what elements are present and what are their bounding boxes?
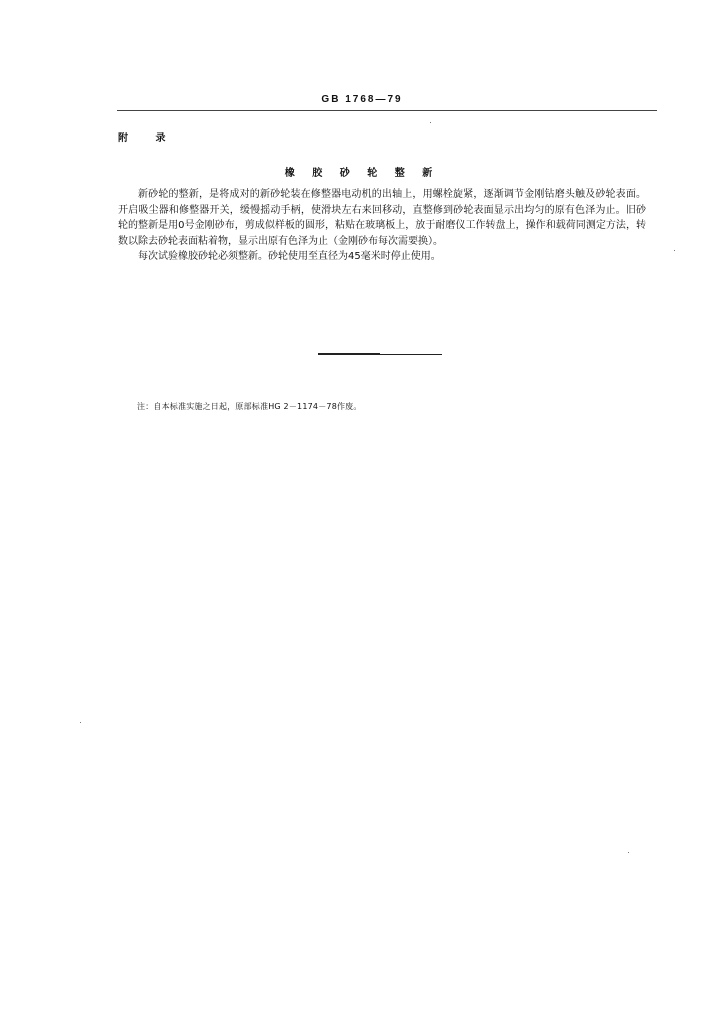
- end-of-text-rule: [318, 354, 442, 355]
- scan-speck: [80, 722, 81, 723]
- header-divider: [117, 110, 657, 111]
- paragraph-1: 新砂轮的整新，是将成对的新砂轮装在修整器电动机的出轴上，用螺栓旋紧，逐渐调节金刚钻磨头触及砂轮表面。开启吸尘器和修整器开关，缓慢摇动手柄，使滑块左右来回移动，直整修到砂轮表面显示出均匀的原有色泽为止。旧砂轮的整新是用0号金刚砂布，剪成似样板的圆形，粘贴在玻璃板上，放于耐磨仪工作转盘上，操作和载荷同测定方法，转数以除去砂轮表面粘着物，显示出原有色泽为止（金刚砂布每次需要换）。: [118, 189, 646, 247]
- paragraph-2: 每次试验橡胶砂轮必须整新。砂轮使用至直径为45毫米时停止使用。: [138, 251, 441, 262]
- scan-speck: [674, 250, 675, 251]
- footnote: 注：自本标准实施之日起，原部标准HG 2－1174－78作废。: [137, 402, 362, 411]
- scan-speck: [628, 852, 629, 853]
- section-title: 橡 胶 砂 轮 整 新: [284, 168, 440, 179]
- end-rule-accent: [318, 353, 380, 354]
- appendix-label: 附 录: [118, 133, 178, 144]
- standard-number: GB 1768—79: [321, 94, 403, 105]
- scan-speck: [430, 122, 431, 123]
- body-text: [118, 187, 646, 265]
